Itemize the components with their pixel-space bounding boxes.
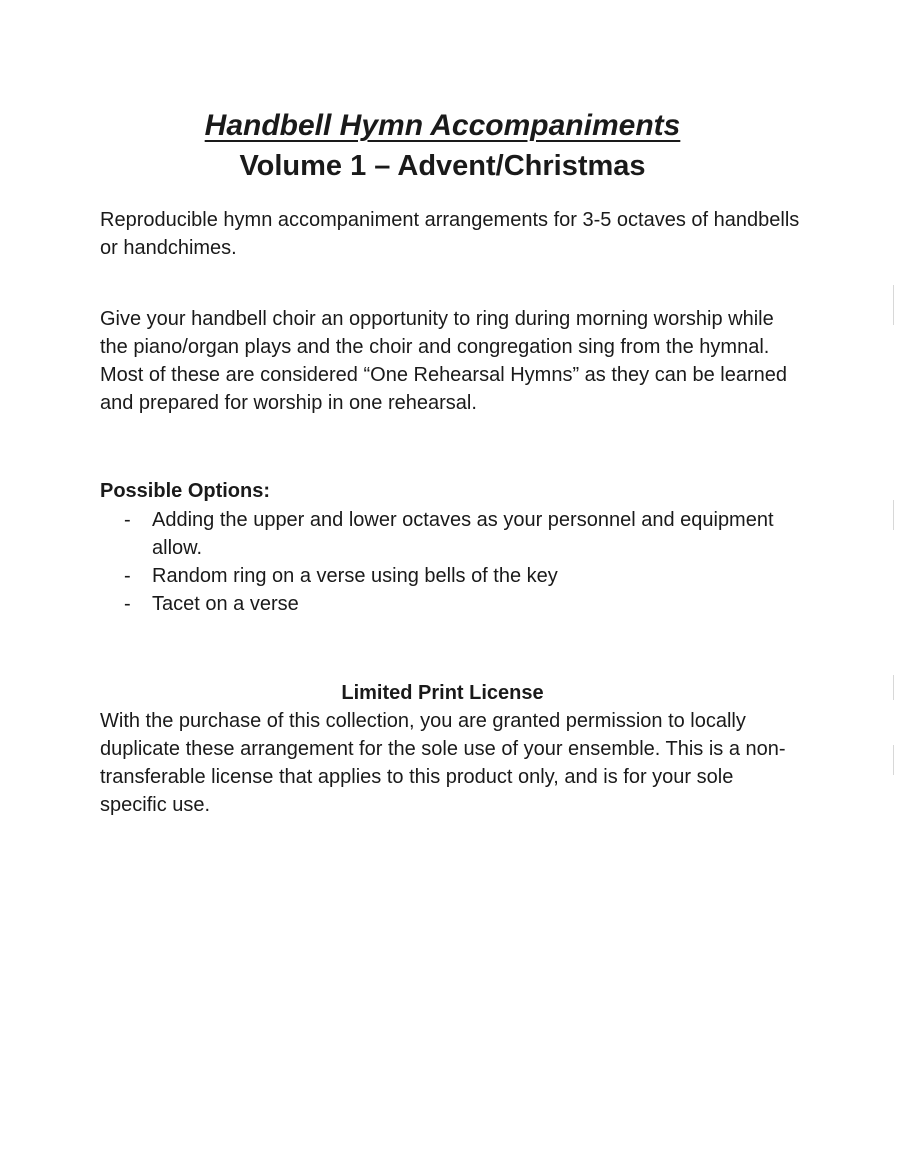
description-paragraph: Give your handbell choir an opportunity to ring during morning worship while the piano/organ plays and the choir and congregation sing from the hymnal. Most of these are considered “One Rehearsal Hymns” as they can be learned and prepared for worship in one rehearsal. [100, 308, 788, 414]
scan-edge-mark [893, 675, 894, 700]
list-bullet: - [124, 565, 131, 587]
list-bullet: - [124, 593, 131, 615]
options-heading: Possible Options: [100, 480, 271, 502]
license-paragraph: With the purchase of this collection, you are granted permission to locally duplicate these arrangement for the sole use of your ensemble. This is a non-transferable license that applies to this product only, and is for your sole specific use. [100, 710, 786, 816]
license-heading: Limited Print License [341, 682, 544, 704]
list-item-text: Random ring on a verse using bells of the key [152, 565, 558, 587]
list-item [124, 590, 784, 618]
options-list [124, 506, 784, 618]
list-item-text: Tacet on a verse [152, 593, 299, 615]
document-title: Handbell Hymn Accompaniments [204, 109, 681, 142]
list-item-text: Adding the upper and lower octaves as your personnel and equipment allow. [152, 509, 774, 559]
scan-edge-mark [893, 745, 894, 775]
scan-edge-mark [893, 500, 894, 530]
scan-edge-mark [893, 285, 894, 325]
document-subtitle: Volume 1 – Advent/Christmas [239, 150, 646, 182]
intro-paragraph: Reproducible hymn accompaniment arrangements for 3-5 octaves of handbells or handchimes. [100, 209, 800, 259]
list-item [124, 562, 784, 590]
list-item [124, 506, 784, 562]
list-bullet: - [124, 509, 131, 531]
